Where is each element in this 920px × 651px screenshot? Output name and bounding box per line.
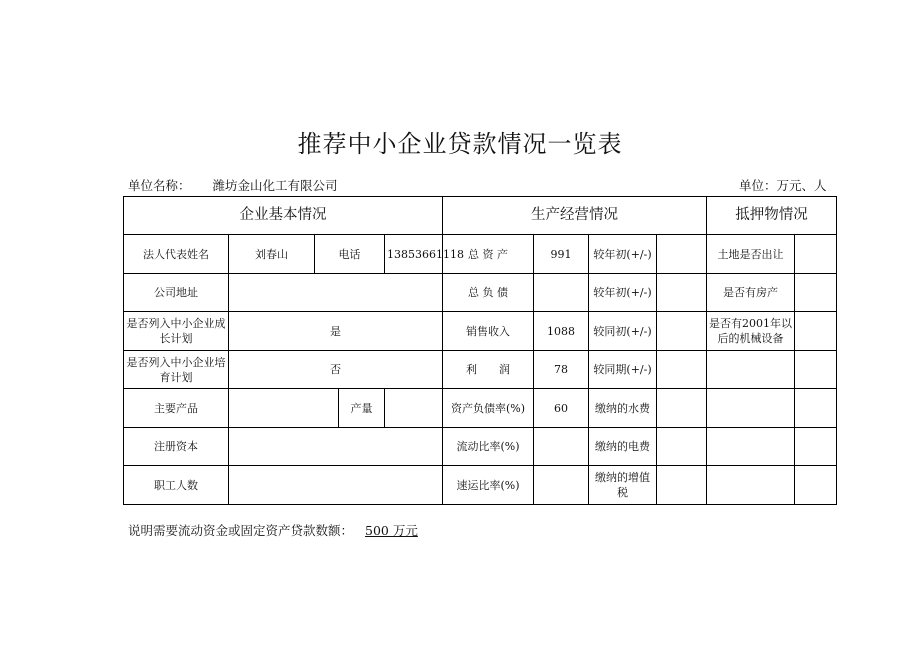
table-row [124, 466, 837, 505]
header-operation: 生产经营情况 [443, 197, 707, 235]
op-value: 78 [534, 351, 589, 389]
collateral-value [795, 312, 837, 351]
op-compare: 缴纳的电费 [589, 428, 657, 466]
op-compare: 较年初(+/-) [589, 274, 657, 312]
cultivation-plan-value: 否 [229, 351, 443, 389]
unit-note: 单位：万元、人 [739, 178, 827, 193]
employees-value [229, 466, 443, 505]
op-compare: 较同期(+/-) [589, 351, 657, 389]
page-title: 推荐中小企业贷款情况一览表 [297, 130, 623, 158]
op-value [534, 274, 589, 312]
capital-value [229, 428, 443, 466]
op-value: 60 [534, 389, 589, 428]
collateral-label: 土地是否出让 [707, 235, 795, 274]
table-row [124, 389, 837, 428]
rep-name: 刘春山 [229, 235, 315, 274]
loan-amount: 500 万元 [365, 523, 418, 538]
op-label: 资产负债率(%) [443, 389, 534, 428]
company-name: 潍坊金山化工有限公司 [212, 178, 338, 193]
row-label: 注册资本 [124, 428, 229, 466]
op-label: 总 负 债 [443, 274, 534, 312]
op-compare-value [657, 312, 707, 351]
growth-plan-value: 是 [229, 312, 443, 351]
table-row [124, 428, 837, 466]
op-compare-value [657, 466, 707, 505]
collateral-value [795, 274, 837, 312]
op-label: 总 资 产 [443, 235, 534, 274]
row-label: 主要产品 [124, 389, 229, 428]
op-value [534, 428, 589, 466]
phone-label: 电话 [315, 235, 385, 274]
op-compare: 缴纳的增值税 [589, 466, 657, 505]
output-label: 产量 [339, 389, 385, 428]
row-label: 职工人数 [124, 466, 229, 505]
op-compare-value [657, 389, 707, 428]
op-compare-value [657, 274, 707, 312]
collateral-label [707, 389, 795, 428]
row-label: 公司地址 [124, 274, 229, 312]
loan-note [128, 521, 418, 539]
table-row [124, 235, 837, 274]
row-label: 是否列入中小企业成长计划 [124, 312, 229, 351]
product-value [229, 389, 339, 428]
op-value: 1088 [534, 312, 589, 351]
collateral-label [707, 428, 795, 466]
table-row [124, 274, 837, 312]
collateral-value [795, 235, 837, 274]
op-compare: 缴纳的水费 [589, 389, 657, 428]
op-label: 利 润 [443, 351, 534, 389]
op-label: 速运比率(%) [443, 466, 534, 505]
op-value [534, 466, 589, 505]
output-value [385, 389, 443, 428]
collateral-value [795, 389, 837, 428]
phone-value: 13853661118 [385, 235, 443, 274]
collateral-label [707, 466, 795, 505]
collateral-label: 是否有房产 [707, 274, 795, 312]
op-label: 流动比率(%) [443, 428, 534, 466]
op-compare: 较年初(+/-) [589, 235, 657, 274]
company-line [128, 176, 338, 194]
collateral-value [795, 466, 837, 505]
row-label: 法人代表姓名 [124, 235, 229, 274]
op-compare: 较同初(+/-) [589, 312, 657, 351]
op-compare-value [657, 428, 707, 466]
collateral-label [707, 351, 795, 389]
collateral-value [795, 351, 837, 389]
op-label: 销售收入 [443, 312, 534, 351]
table-header-row [124, 197, 837, 235]
row-label: 是否列入中小企业培育计划 [124, 351, 229, 389]
table-row [124, 351, 837, 389]
collateral-label: 是否有2001年以后的机械设备 [707, 312, 795, 351]
header-basic: 企业基本情况 [124, 197, 443, 235]
op-compare-value [657, 351, 707, 389]
address-value [229, 274, 443, 312]
header-collateral: 抵押物情况 [707, 197, 837, 235]
note-label: 说明需要流动资金或固定资产贷款数额： [128, 523, 354, 538]
loan-table [123, 196, 837, 505]
unit-label: 单位名称： [128, 178, 191, 193]
collateral-value [795, 428, 837, 466]
table-row [124, 312, 837, 351]
op-value: 991 [534, 235, 589, 274]
op-compare-value [657, 235, 707, 274]
